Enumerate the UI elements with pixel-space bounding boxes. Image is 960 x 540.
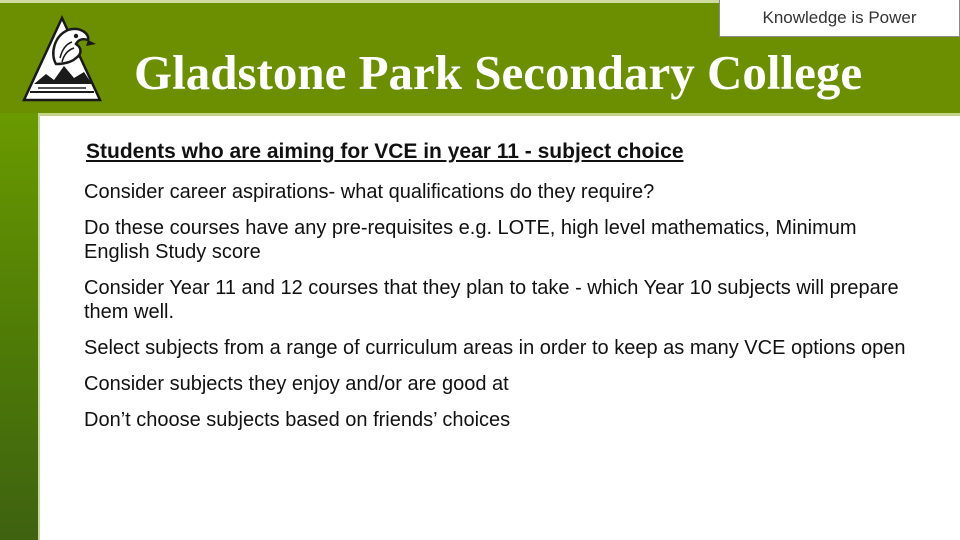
point-item: Consider career aspirations- what qualifications do they require? [84,181,655,203]
point-item: Consider Year 11 and 12 courses that they plan to take - which Year 10 subjects will prepare them well. [84,277,899,323]
sidebar-edge [38,113,40,540]
tagline-box [719,0,960,37]
point-item: Don’t choose subjects based on friends’ choices [84,409,511,431]
eagle-emblem-icon [16,14,108,106]
point-item: Do these courses have any pre-requisites e.g. LOTE, high level mathematics, Minimum English Study score [84,217,857,263]
point-item: Consider subjects they enjoy and/or are good at [84,373,509,395]
point-item: Select subjects from a range of curriculum areas in order to keep as many VCE options open [84,337,906,359]
header-divider [0,113,960,116]
sidebar-accent [0,113,40,540]
slide-heading: Students who are aiming for VCE in year 11 - subject choice [86,140,684,163]
tagline: Knowledge is Power [762,8,917,27]
points-list [84,180,924,432]
college-title: Gladstone Park Secondary College [134,45,863,100]
slide-content [84,140,924,444]
